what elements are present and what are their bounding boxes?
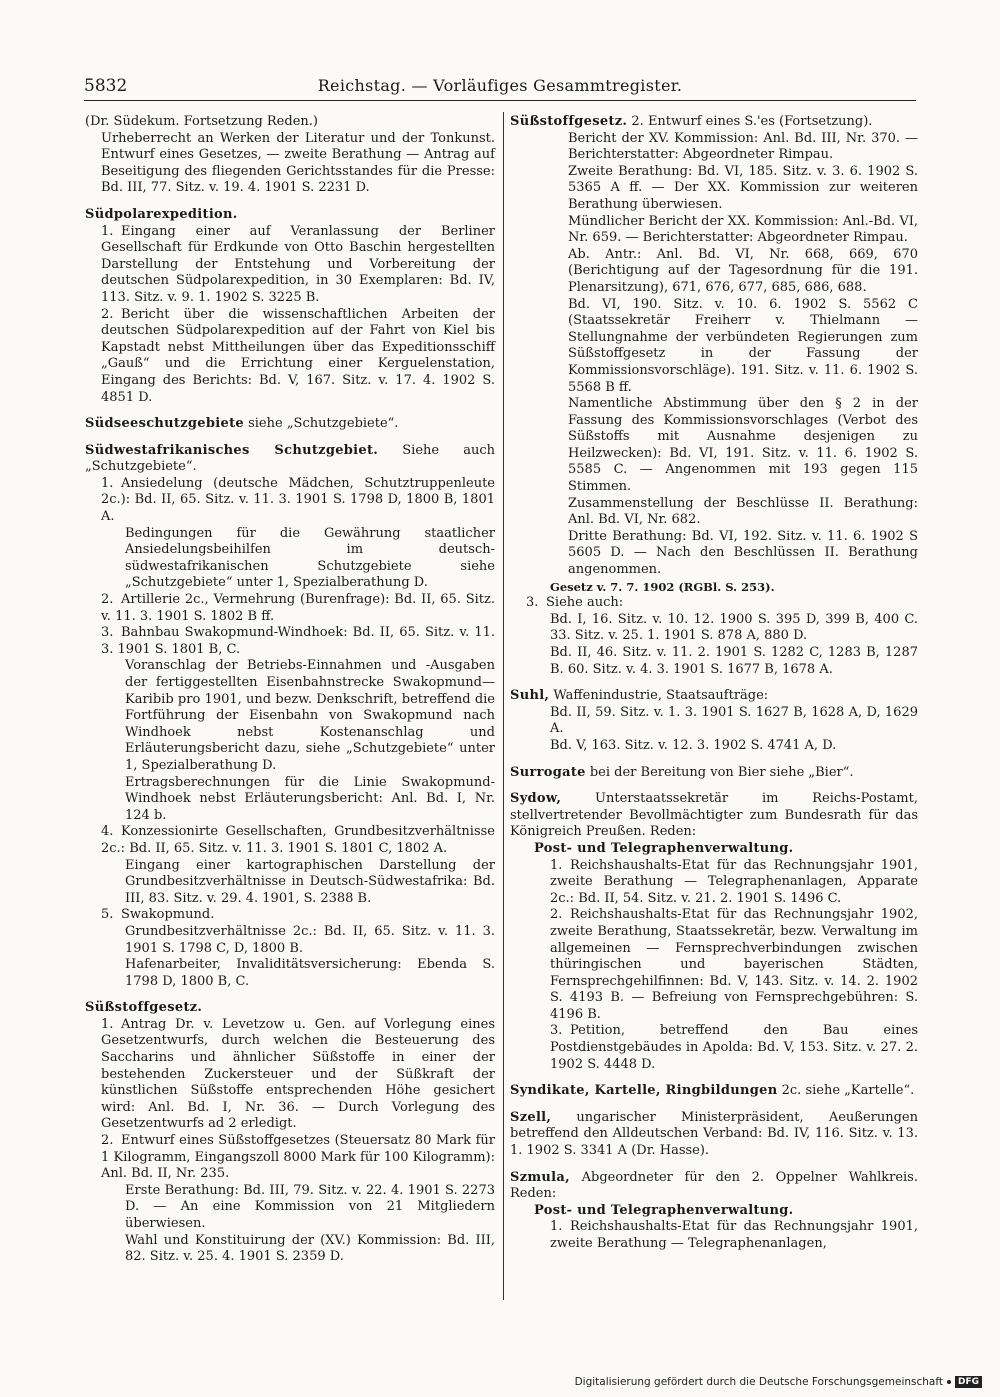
sub-item: Bedingungen für die Gewährung staatlicher Ansiedelungsbeihilfen im deutsch-südwestafrikanischen Schutzgebiete siehe „Schutzgebiete“ unter 1, Spezialberathung D. [125, 525, 495, 591]
sub-item: Eingang einer kartographischen Darstellung der Grundbesitzverhältnisse in Deutsch-Südwestafrika: Bd. III, 83. Sitz. v. 29. 4. 1901, S. 2388 B. [125, 857, 495, 906]
sub-item: Bd. V, 163. Sitz. v. 12. 3. 1902 S. 4741 A, D. [550, 737, 837, 753]
list-item [526, 595, 918, 612]
item-text: Entwurf eines Süßstoffgesetzes (Steuersatz 80 Mark für 1 Kilogramm, Eingangszoll 8000 Mark für 100 Kilogramm): Anl. Bd. II, Nr. 235. [101, 1133, 495, 1182]
sub-item: Bd. II, 59. Sitz. v. 1. 3. 1901 S. 1627 B, 1628 A, D, 1629 A. [550, 704, 918, 737]
entry-szell [510, 1110, 918, 1160]
column-divider [503, 112, 504, 1300]
item-text: Petition, betreffend den Bau eines Postdienstgebäudes in Apolda: Bd. V, 153. Sitz. v. 27. 2. 1902 S. 4448 D. [550, 1023, 918, 1072]
item-text: Bericht über die wissenschaftlichen Arbeiten der deutschen Südpolarexpedition auf der Fahrt von Kiel bis Kapstadt nebst Mittheilungen über das Expeditionsschiff „Gauß“ und die Errichtung einer Kerguelenstation, Eingang des Berichts: Bd. V, 167. Sitz. v. 17. 4. 1902 S. 4851 D. [101, 306, 495, 405]
list-item [101, 307, 495, 407]
entry-text: 2. Entwurf eines S.'es (Fortsetzung). [631, 114, 873, 129]
item-number: 3. [101, 625, 114, 641]
list-item [101, 907, 495, 924]
entry-text: ungarischer Ministerpräsident, Aeußerungen betreffend den Alldeutschen Verband: Bd. IV, 116. Sitz. v. 13. 1. 1902 S. 3341 A (Dr. Hasse). [510, 1109, 919, 1159]
entry-syndikate [510, 1083, 918, 1100]
item-number: 3. [526, 595, 539, 611]
item-text: Bahnbau Swakopmund-Windhoek: Bd. II, 65. Sitz. v. 11. 3. 1901 S. 1801 B, C. [101, 625, 495, 657]
sub-item: Ab. Antr.: Anl. Bd. VI, Nr. 668, 669, 670 (Berichtigung auf der Tagesordnung für die 191. Plenarsitzung), 671, 676, 677, 685, 686, 688. [568, 246, 918, 295]
entry-surrogate [510, 765, 918, 782]
item-text: Reichshaushalts-Etat für das Rechnungsjahr 1901, zweite Berathung — Telegraphenanlagen, [550, 1219, 918, 1251]
entry-text: siehe „Schutzgebiete“. [248, 416, 399, 432]
sub-item: Zusammenstellung der Beschlüsse II. Berathung: Anl. Bd. VI, Nr. 682. [568, 495, 918, 528]
list-item [550, 1219, 918, 1252]
entry-suhl [510, 688, 918, 754]
sub-item: Bd. II, 46. Sitz. v. 11. 2. 1901 S. 1282 C, 1283 B, 1287 B. 60. Sitz. v. 4. 3. 1901 S. 1677 B, 1678 A. [550, 645, 918, 677]
page-title: Reichstag. — Vorläufiges Gesammtregister. [317, 76, 683, 95]
entry-title: Südpolarexpedition. [85, 206, 238, 222]
list-item [101, 224, 495, 307]
item-text: Konzessionirte Gesellschaften, Grundbesitzverhältnisse 2c.: Bd. II, 65. Sitz. v. 11. 3. 1901 S. 1801 C, 1802 A. [101, 824, 495, 856]
list-item [101, 824, 495, 857]
dfg-logo: DFG [955, 1376, 982, 1388]
sub-item: Dritte Berathung: Bd. VI, 192. Sitz. v. 11. 6. 1902 S 5605 D. — Nach den Beschlüssen II. Berathung angenommen. [568, 528, 918, 578]
item-number: 1. [101, 223, 114, 239]
item-text: Ansiedelung (deutsche Mädchen, Schutztruppenleute 2c.): Bd. II, 65. Sitz. v. 11. 3. 1901 S. 1798 D, 1800 B, 1801 A. [101, 475, 495, 525]
item-number: 2. [550, 907, 563, 923]
entry-title: Suhl, [510, 688, 550, 704]
sub-item: Zweite Berathung: Bd. VI, 185. Sitz. v. 3. 6. 1902 S. 5365 A ff. — Der XX. Kommission zur weiteren Berathung überwiesen. [568, 163, 918, 212]
entry-suedwestafrika [85, 443, 495, 991]
list-item [101, 592, 495, 625]
entry-text: Siehe auch „Schutzgebiete“. [85, 442, 495, 475]
entry-title: Südwestafrikanisches Schutzgebiet. [85, 442, 379, 458]
entry-title: Surrogate [510, 764, 586, 780]
entry-continuation-line: (Dr. Südekum. Fortsetzung Reden.) [85, 114, 318, 129]
list-item [550, 907, 918, 1023]
entry-text: Abgeordneter für den 2. Oppelner Wahlkreis. Reden: [510, 1169, 918, 1202]
sub-item: Wahl und Konstituirung der (XV.) Kommission: Bd. III, 82. Sitz. v. 25. 4. 1901 S. 2359 D. [125, 1232, 495, 1265]
entry-suessstoffgesetz [85, 1000, 495, 1266]
sub-item: Erste Berathung: Bd. III, 79. Sitz. v. 22. 4. 1901 S. 2273 D. — An eine Kommission von 21 Mitgliedern überwiesen. [125, 1182, 495, 1231]
item-number: 2. [101, 306, 114, 322]
item-number: 1. [101, 475, 114, 491]
entry-suedekum-continued [85, 114, 495, 197]
sub-item: Voranschlag der Betriebs-Einnahmen und -Ausgaben der fertiggestellten Eisenbahnstrecke Swakopmund—Karibib pro 1901, und bezw. Denkschrift, betreffend die Fortführung der Eisenbahn von Swakopmund nach Windhoek nebst Kostenanschlag und Erläuterungsbericht dazu, siehe „Schutzgebiete“ unter 1, Spezialberathung D. [125, 658, 495, 773]
sub-item: Mündlicher Bericht der XX. Kommission: Anl.-Bd. VI, Nr. 659. — Berichterstatter: Abgeordneter Rimpau. [568, 213, 918, 246]
item-text: Artillerie 2c., Vermehrung (Burenfrage): Bd. II, 65. Sitz. v. 11. 3. 1901 S. 1802 B ff. [101, 592, 495, 624]
item-number: 4. [101, 824, 114, 840]
entry-text: Urheberrecht an Werken der Literatur und der Tonkunst. Entwurf eines Gesetzes, — zweite Berathung — Antrag auf Beseitigung des fliegenden Gerichtsstandes für die Presse: Bd. III, 77. Sitz. v. 19. 4. 1901 S. 2231 D. [101, 130, 495, 196]
list-item [550, 1023, 918, 1073]
list-item [101, 476, 495, 526]
item-text: Antrag Dr. v. Levetzow u. Gen. auf Vorlegung eines Gesetzentwurfs, durch welchen die Besteuerung des Saccharins und ähnlicher Süßstoffe in einer der bestehenden Zuckersteuer und der Süßkraft der künstlichen Süßstoffe entsprechenden Höhe gesichert wird: Anl. Bd. I, Nr. 36. — Durch Vorlegung des Gesetzentwurfs ad 2 erledigt. [101, 1016, 495, 1132]
right-column [510, 114, 918, 1263]
entry-title: Syndikate, Kartelle, Ringbildungen [510, 1083, 778, 1099]
footer [575, 1374, 982, 1390]
item-number: 1. [550, 857, 563, 873]
page-number: 5832 [84, 76, 128, 96]
entry-text: Unterstaatssekretär im Reichs-Postamt, stellvertretender Bevollmächtigter zum Bundesrath für das Königreich Preußen. Reden: [510, 791, 918, 840]
entry-suessstoffgesetz-continued [510, 114, 918, 678]
list-item [101, 1017, 495, 1133]
item-number: 1. [101, 1016, 114, 1032]
entry-title: Süßstoffgesetz. [85, 1000, 203, 1016]
separator-dot-icon [947, 1380, 951, 1384]
entry-title: Süßstoffgesetz. [510, 114, 628, 129]
sub-item: Ertragsberechnungen für die Linie Swakopmund-Windhoek nebst Erläuterungsbericht: Anl. Bd. I, Nr. 124 b. [125, 774, 495, 823]
item-text: Siehe auch: [546, 595, 624, 611]
sub-item: Hafenarbeiter, Invaliditätsversicherung: Ebenda S. 1798 D, 1800 B, C. [125, 957, 495, 989]
left-column [85, 114, 495, 1276]
item-number: 1. [550, 1219, 563, 1235]
entry-title: Südseeschutzgebiete [85, 416, 244, 432]
item-text: Swakopmund. [121, 907, 215, 923]
item-text: Eingang einer auf Veranlassung der Berliner Gesellschaft für Erdkunde von Otto Baschin hergestellten Darstellung der Entstehung und Vorbereitung der deutschen Südpolarexpedition, in 30 Exemplaren: Bd. IV, 113. Sitz. v. 9. 1. 1902 S. 3225 B. [101, 223, 495, 305]
entry-title: Szell, [510, 1109, 552, 1125]
item-number: 3. [550, 1023, 563, 1039]
sub-item: Namentliche Abstimmung über den § 2 in der Fassung des Kommissionsvorschlages (Verbot des Süßstoffs mit Ausnahme desjenigen zu Heilzwecken): Bd. VI, 191. Sitz. v. 11. 6. 1902 S. 5585 C. — Angenommen mit 193 gegen 115 Stimmen. [568, 396, 918, 495]
entry-title: Szmula, [510, 1169, 570, 1185]
entry-suedseeschutzgebiete [85, 416, 495, 433]
item-number: 5. [101, 907, 114, 923]
entry-szmula [510, 1170, 918, 1253]
sub-item: Bd. VI, 190. Sitz. v. 10. 6. 1902 S. 5562 C (Staatssekretär Freiherr v. Thielmann — Stellungnahme der verbündeten Regierungen zum Süßstoffgesetz in der Fassung der Kommissionsvorschläge). 191. Sitz. v. 11. 6. 1902 S. 5568 B ff. [568, 296, 918, 395]
list-item [550, 858, 918, 908]
item-number: 2. [101, 1133, 114, 1149]
running-header [84, 74, 916, 101]
footer-credit: Digitalisierung gefördert durch die Deutsche Forschungsgemeinschaft [574, 1376, 943, 1388]
list-item [101, 625, 495, 658]
sub-item: Grundbesitzverhältnisse 2c.: Bd. II, 65. Sitz. v. 11. 3. 1901 S. 1798 C, D, 1800 B. [125, 923, 495, 956]
item-text: Reichshaushalts-Etat für das Rechnungsjahr 1902, zweite Berathung, Staatssekretär, bezw. Verwaltung im allgemeinen — Fernsprechverbindungen zwischen thüringischen und bayerischen Städten, Fernsprechgehilfinnen: Bd. V, 143. Sitz. v. 14. 2. 1902 S. 4193 B. — Befreiung von Fernsprechgebühren: S. 4196 B. [550, 907, 918, 1022]
law-reference: Gesetz v. 7. 7. 1902 (RGBl. S. 253). [550, 579, 775, 594]
entry-sydow [510, 791, 918, 1073]
item-text: Reichshaushalts-Etat für das Rechnungsjahr 1901, zweite Berathung — Telegraphenanlagen, Apparate 2c.: Bd. II, 54. Sitz. v. 21. 2. 1901 S. 1496 C. [550, 857, 918, 906]
sub-item: Bd. I, 16. Sitz. v. 10. 12. 1900 S. 395 D, 399 B, 400 C. 33. Sitz. v. 25. 1. 1901 S. 878 A, 880 D. [550, 611, 918, 644]
entry-text: Waffenindustrie, Staatsaufträge: [553, 688, 769, 704]
entry-text: bei der Bereitung von Bier siehe „Bier“. [589, 764, 854, 780]
entry-suedpolarexpedition [85, 207, 495, 406]
sub-heading: Post- und Telegraphenverwaltung. [534, 1202, 794, 1218]
entry-text: 2c. siehe „Kartelle“. [781, 1083, 915, 1099]
entry-title: Sydow, [510, 791, 562, 807]
sub-heading: Post- und Telegraphenverwaltung. [534, 840, 794, 856]
sub-item: Bericht der XV. Kommission: Anl. Bd. III, Nr. 370. — Berichterstatter: Abgeordneter Rimpau. [568, 130, 918, 163]
item-number: 2. [101, 592, 114, 608]
list-item [101, 1133, 495, 1183]
